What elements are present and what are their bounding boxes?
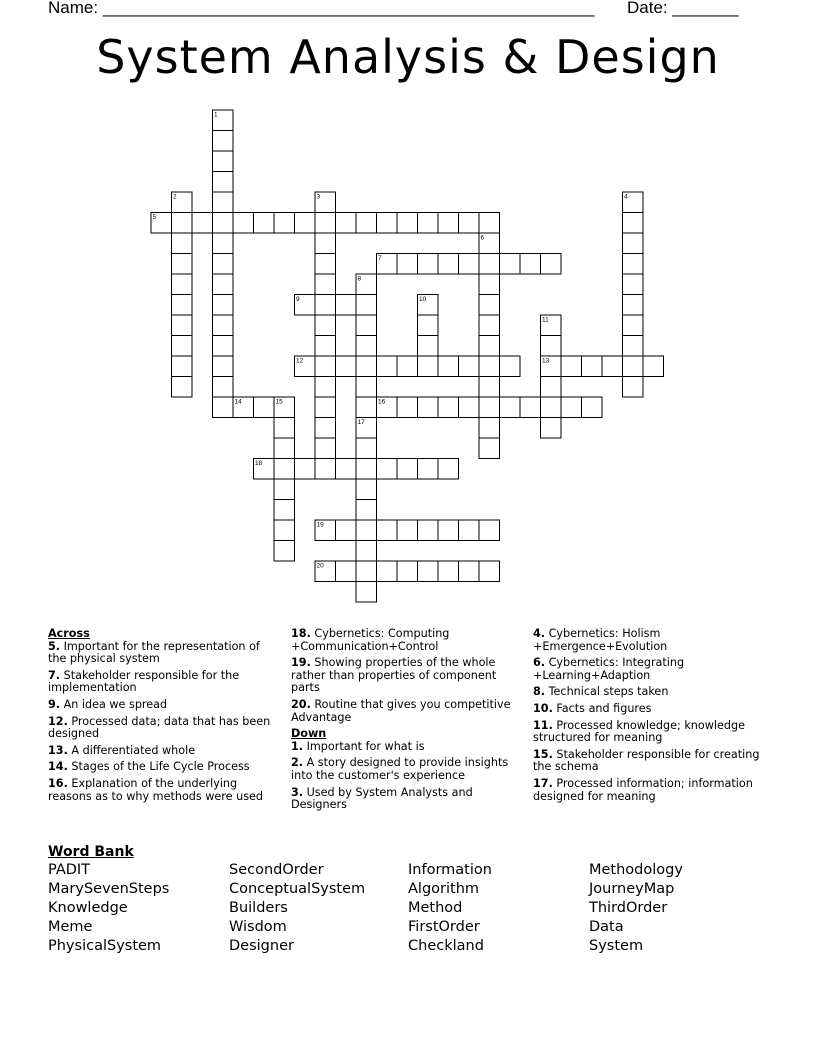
clue-item — [533, 657, 773, 682]
grid-cell[interactable] — [397, 397, 418, 418]
clue-number: 2 — [173, 193, 177, 201]
name-label: Name: — [48, 0, 99, 17]
clue-number: 16 — [378, 398, 386, 406]
grid-cell[interactable] — [356, 520, 377, 541]
grid-cell[interactable] — [172, 315, 193, 336]
grid-cell[interactable] — [541, 377, 562, 398]
grid-cell[interactable] — [479, 438, 500, 459]
grid-cell[interactable] — [541, 397, 562, 418]
grid-cell[interactable] — [397, 213, 418, 234]
word-bank-word: SecondOrder — [229, 862, 324, 878]
grid-cell[interactable] — [479, 561, 500, 582]
grid-cell[interactable] — [254, 397, 275, 418]
grid-cell[interactable] — [377, 356, 398, 377]
clue-number: 1 — [214, 111, 218, 119]
grid-cell[interactable] — [438, 520, 459, 541]
clue-text: A story designed to provide insights into the customer's experience — [291, 756, 509, 782]
grid-cell[interactable] — [356, 397, 377, 418]
grid-cell[interactable] — [418, 213, 439, 234]
grid-cell[interactable] — [274, 438, 295, 459]
clue-number: 9 — [296, 296, 300, 303]
grid-cell[interactable] — [213, 151, 234, 172]
grid-cell[interactable] — [295, 213, 316, 234]
grid-cell[interactable] — [356, 295, 377, 316]
grid-cell[interactable] — [274, 479, 295, 500]
grid-cell[interactable] — [213, 356, 234, 377]
grid-cell[interactable] — [602, 356, 623, 377]
grid-cell[interactable] — [418, 356, 439, 377]
grid-cell[interactable] — [274, 500, 295, 521]
grid-cell[interactable] — [623, 254, 644, 275]
clue-item — [291, 628, 523, 653]
clue-text: Routine that gives you competitive Advantage — [291, 697, 511, 724]
grid-cell[interactable] — [397, 254, 418, 275]
date-line: _______ — [672, 0, 739, 17]
grid-cell[interactable] — [356, 213, 377, 234]
grid-cell[interactable] — [479, 254, 500, 275]
grid-cell[interactable] — [213, 172, 234, 193]
clue-item — [291, 699, 523, 724]
grid-cell[interactable] — [356, 315, 377, 336]
clue-text: Explanation of the underlying reasons as to why methods were used — [48, 776, 264, 803]
clue-number-label: 13. — [48, 743, 68, 757]
grid-cell[interactable] — [500, 356, 521, 377]
grid-cell[interactable] — [418, 254, 439, 275]
grid-cell[interactable] — [418, 397, 439, 418]
grid-cell[interactable] — [274, 520, 295, 541]
grid-cell[interactable] — [643, 356, 664, 377]
grid-cell[interactable] — [315, 459, 336, 480]
grid-cell[interactable] — [459, 397, 480, 418]
grid-cell[interactable] — [438, 561, 459, 582]
grid-cell[interactable] — [356, 336, 377, 357]
grid-cell[interactable] — [479, 356, 500, 377]
clue-number: 10 — [419, 296, 427, 303]
clue-item — [533, 628, 773, 653]
clues-column-2 — [291, 628, 523, 816]
grid-cell[interactable] — [315, 233, 336, 254]
grid-cell[interactable] — [397, 520, 418, 541]
word-bank-title: Word Bank — [48, 844, 134, 860]
clue-text: A differentiated whole — [67, 743, 196, 757]
clue-text: Technical steps taken — [545, 685, 669, 699]
clue-text: Stakeholder responsible for creating the schema — [533, 747, 760, 774]
clue-text: Cybernetics: Integrating +Learning+Adaption — [533, 656, 685, 682]
clue-number: 4 — [624, 193, 628, 201]
word-bank-word: ThirdOrder — [589, 900, 668, 916]
grid-cell[interactable] — [274, 213, 295, 234]
grid-cell[interactable] — [295, 459, 316, 480]
grid-cell[interactable] — [315, 438, 336, 459]
clue-item — [48, 699, 276, 712]
grid-cell[interactable] — [459, 213, 480, 234]
grid-cell[interactable] — [623, 356, 644, 377]
clue-text: Stages of the Life Cycle Process — [67, 760, 250, 774]
clue-item — [533, 720, 773, 745]
clue-number-label: 19. — [291, 656, 311, 670]
word-bank-word: Builders — [229, 900, 288, 916]
clue-text: Processed knowledge; knowledge structured for meaning — [533, 718, 745, 745]
grid-cell[interactable] — [418, 315, 439, 336]
grid-cell[interactable] — [315, 418, 336, 439]
clue-number-label: 1. — [291, 739, 304, 753]
clue-text: Processed information; information designed for meaning — [533, 776, 753, 803]
clue-text: Stakeholder responsible for the implementation — [48, 668, 240, 695]
clue-text: Processed data; data that has been designed — [48, 714, 271, 741]
grid-cell[interactable] — [479, 520, 500, 541]
grid-cell[interactable] — [623, 315, 644, 336]
grid-cell[interactable] — [459, 520, 480, 541]
grid-cell[interactable] — [356, 561, 377, 582]
grid-cell[interactable] — [213, 274, 234, 295]
grid-cell[interactable] — [541, 418, 562, 439]
clue-number: 15 — [275, 398, 283, 406]
date-label: Date: — [627, 0, 668, 17]
grid-cell[interactable] — [213, 377, 234, 398]
clue-item — [533, 703, 773, 716]
grid-cell[interactable] — [336, 561, 357, 582]
grid-cell[interactable] — [172, 233, 193, 254]
clue-number-label: 4. — [533, 627, 546, 640]
clue-text: Cybernetics: Computing +Communication+Control — [291, 627, 450, 653]
word-bank-word: Information — [408, 862, 492, 878]
clue-section-heading: Across — [48, 627, 90, 640]
clue-text: Used by System Analysts and Designers — [291, 785, 473, 812]
grid-cell[interactable] — [213, 295, 234, 316]
grid-cell[interactable] — [500, 397, 521, 418]
grid-cell[interactable] — [315, 397, 336, 418]
clues-column-1 — [48, 628, 276, 807]
grid-cell[interactable] — [356, 438, 377, 459]
grid-cell[interactable] — [315, 213, 336, 234]
grid-cell[interactable] — [438, 254, 459, 275]
grid-cell[interactable] — [172, 213, 193, 234]
word-bank-word: MarySevenSteps — [48, 881, 170, 897]
grid-cell[interactable] — [356, 500, 377, 521]
clue-item — [48, 641, 276, 666]
clue-number-label: 3. — [291, 785, 304, 799]
grid-cell[interactable] — [418, 336, 439, 357]
grid-cell[interactable] — [561, 356, 582, 377]
grid-cell[interactable] — [438, 356, 459, 377]
word-bank-word: Wisdom — [229, 919, 287, 935]
grid-cell[interactable] — [315, 295, 336, 316]
word-bank-word: Method — [408, 900, 463, 916]
grid-cell[interactable] — [377, 213, 398, 234]
clue-item — [48, 670, 276, 695]
grid-cell[interactable] — [336, 520, 357, 541]
grid-cell[interactable] — [213, 315, 234, 336]
grid-cell[interactable] — [213, 254, 234, 275]
grid-cell[interactable] — [213, 233, 234, 254]
clue-number-label: 17. — [533, 776, 553, 790]
grid-cell[interactable] — [459, 356, 480, 377]
grid-cell[interactable] — [479, 295, 500, 316]
grid-cell[interactable] — [336, 356, 357, 377]
grid-cell[interactable] — [356, 541, 377, 562]
grid-cell[interactable] — [520, 254, 541, 275]
grid-cell[interactable] — [315, 254, 336, 275]
word-bank-word: Algorithm — [408, 881, 480, 897]
grid-cell[interactable] — [459, 254, 480, 275]
clue-item — [48, 716, 276, 741]
grid-cell[interactable] — [459, 561, 480, 582]
grid-cell[interactable] — [479, 418, 500, 439]
word-bank-word: Knowledge — [48, 900, 128, 916]
grid-cell[interactable] — [315, 336, 336, 357]
word-bank-word: Designer — [229, 938, 294, 954]
clue-item — [533, 778, 773, 803]
clue-number: 5 — [152, 214, 157, 221]
grid-cell[interactable] — [582, 397, 603, 418]
grid-cell[interactable] — [479, 377, 500, 398]
page-title: System Analysis & Design — [96, 30, 720, 84]
clue-number: 13 — [542, 357, 550, 365]
grid-cell[interactable] — [172, 295, 193, 316]
clue-number-label: 20. — [291, 697, 311, 711]
grid-cell[interactable] — [315, 377, 336, 398]
word-bank-word: Methodology — [589, 862, 683, 878]
word-bank-word: PhysicalSystem — [48, 938, 162, 954]
word-bank-word: PADIT — [48, 862, 91, 878]
grid-cell[interactable] — [623, 274, 644, 295]
clue-number: 17 — [357, 419, 365, 426]
clue-number: 18 — [255, 460, 263, 467]
grid-cell[interactable] — [213, 192, 234, 213]
clue-item — [48, 745, 276, 758]
clue-text: An idea we spread — [60, 697, 168, 711]
clue-number-label: 7. — [48, 668, 61, 682]
clue-number-label: 18. — [291, 627, 311, 640]
clue-number: 8 — [357, 275, 362, 283]
grid-cell[interactable] — [418, 561, 439, 582]
grid-cell[interactable] — [233, 213, 254, 234]
grid-cell[interactable] — [377, 561, 398, 582]
grid-cell[interactable] — [356, 377, 377, 398]
clue-number: 3 — [316, 193, 321, 201]
word-bank-word: JourneyMap — [589, 881, 675, 897]
grid-cell[interactable] — [213, 336, 234, 357]
grid-cell[interactable] — [315, 315, 336, 336]
clue-number-label: 15. — [533, 747, 553, 761]
grid-cell[interactable] — [479, 315, 500, 336]
name-line: ____________________________________________________ — [102, 0, 595, 17]
clue-number-label: 6. — [533, 656, 546, 670]
grid-cell[interactable] — [336, 459, 357, 480]
grid-cell[interactable] — [397, 561, 418, 582]
grid-cell[interactable] — [479, 397, 500, 418]
grid-cell[interactable] — [336, 295, 357, 316]
clue-item — [48, 778, 276, 803]
grid-cell[interactable] — [397, 356, 418, 377]
grid-cell[interactable] — [172, 336, 193, 357]
grid-cell[interactable] — [356, 582, 377, 603]
grid-cell[interactable] — [623, 336, 644, 357]
clue-number-label: 8. — [533, 685, 546, 699]
clue-number: 11 — [542, 316, 549, 324]
grid-cell[interactable] — [172, 254, 193, 275]
grid-cell[interactable] — [274, 541, 295, 562]
clue-item — [291, 757, 523, 782]
grid-cell[interactable] — [479, 274, 500, 295]
grid-cell[interactable] — [377, 459, 398, 480]
word-bank-word: ConceptualSystem — [229, 881, 366, 897]
clue-number: 20 — [316, 562, 324, 570]
grid-cell[interactable] — [541, 336, 562, 357]
word-bank-word: Checkland — [408, 938, 484, 954]
grid-cell[interactable] — [418, 520, 439, 541]
grid-cell[interactable] — [172, 356, 193, 377]
grid-cell[interactable] — [274, 418, 295, 439]
grid-cell[interactable] — [356, 479, 377, 500]
grid-cell[interactable] — [315, 274, 336, 295]
clue-number-label: 9. — [48, 697, 61, 711]
word-bank-word: Data — [589, 919, 624, 935]
clue-number: 19 — [316, 521, 324, 529]
grid-cell[interactable] — [397, 459, 418, 480]
clues-column-3 — [533, 628, 773, 807]
clue-item — [48, 761, 276, 774]
clue-item — [291, 657, 523, 695]
grid-cell[interactable] — [192, 213, 213, 234]
clue-number-label: 5. — [48, 639, 61, 653]
clue-number: 14 — [234, 398, 242, 406]
clue-number-label: 12. — [48, 714, 68, 728]
word-bank-word: FirstOrder — [408, 919, 480, 935]
grid-cell[interactable] — [623, 213, 644, 234]
clue-item — [533, 686, 773, 699]
grid-cell[interactable] — [438, 397, 459, 418]
grid-cell[interactable] — [418, 459, 439, 480]
grid-cell[interactable] — [520, 397, 541, 418]
clue-number-label: 11. — [533, 718, 553, 732]
clue-number: 6 — [480, 234, 485, 242]
clue-item — [533, 749, 773, 774]
clue-text: Showing properties of the whole rather than properties of component parts — [291, 656, 497, 695]
grid-cell[interactable] — [377, 520, 398, 541]
grid-cell[interactable] — [438, 459, 459, 480]
clue-text: Facts and figures — [552, 701, 652, 715]
grid-cell[interactable] — [623, 295, 644, 316]
grid-cell[interactable] — [541, 254, 562, 275]
clue-number-label: 10. — [533, 701, 553, 715]
clue-number-label: 14. — [48, 760, 68, 774]
grid-cell[interactable] — [315, 356, 336, 377]
grid-cell[interactable] — [623, 377, 644, 398]
word-bank-word: Meme — [48, 919, 93, 935]
clue-section-heading: Down — [291, 727, 327, 741]
grid-cell[interactable] — [172, 274, 193, 295]
grid-cell[interactable] — [500, 254, 521, 275]
grid-cell[interactable] — [582, 356, 603, 377]
clue-number-label: 2. — [291, 756, 304, 770]
word-bank-word: System — [589, 938, 644, 954]
clue-text: Cybernetics: Holism +Emergence+Evolution — [533, 627, 668, 653]
grid-cell[interactable] — [356, 356, 377, 377]
clue-text: Important for the representation of the physical system — [48, 639, 260, 666]
clue-number: 12 — [296, 357, 304, 365]
grid-cell[interactable] — [561, 397, 582, 418]
grid-cell[interactable] — [438, 213, 459, 234]
grid-cell[interactable] — [479, 336, 500, 357]
grid-cell[interactable] — [336, 213, 357, 234]
grid-cell[interactable] — [254, 213, 275, 234]
clue-item — [291, 787, 523, 812]
grid-cell[interactable] — [623, 233, 644, 254]
grid-cell[interactable] — [274, 459, 295, 480]
clue-text: Important for what is — [303, 739, 425, 753]
clue-number: 7 — [378, 255, 382, 262]
grid-cell[interactable] — [213, 213, 234, 234]
clue-number-label: 16. — [48, 776, 68, 790]
clue-item — [291, 741, 523, 754]
grid-cell[interactable] — [479, 213, 500, 234]
grid-cell[interactable] — [356, 459, 377, 480]
grid-cell[interactable] — [213, 131, 234, 152]
grid-cell[interactable] — [172, 377, 193, 398]
grid-cell[interactable] — [213, 397, 234, 418]
